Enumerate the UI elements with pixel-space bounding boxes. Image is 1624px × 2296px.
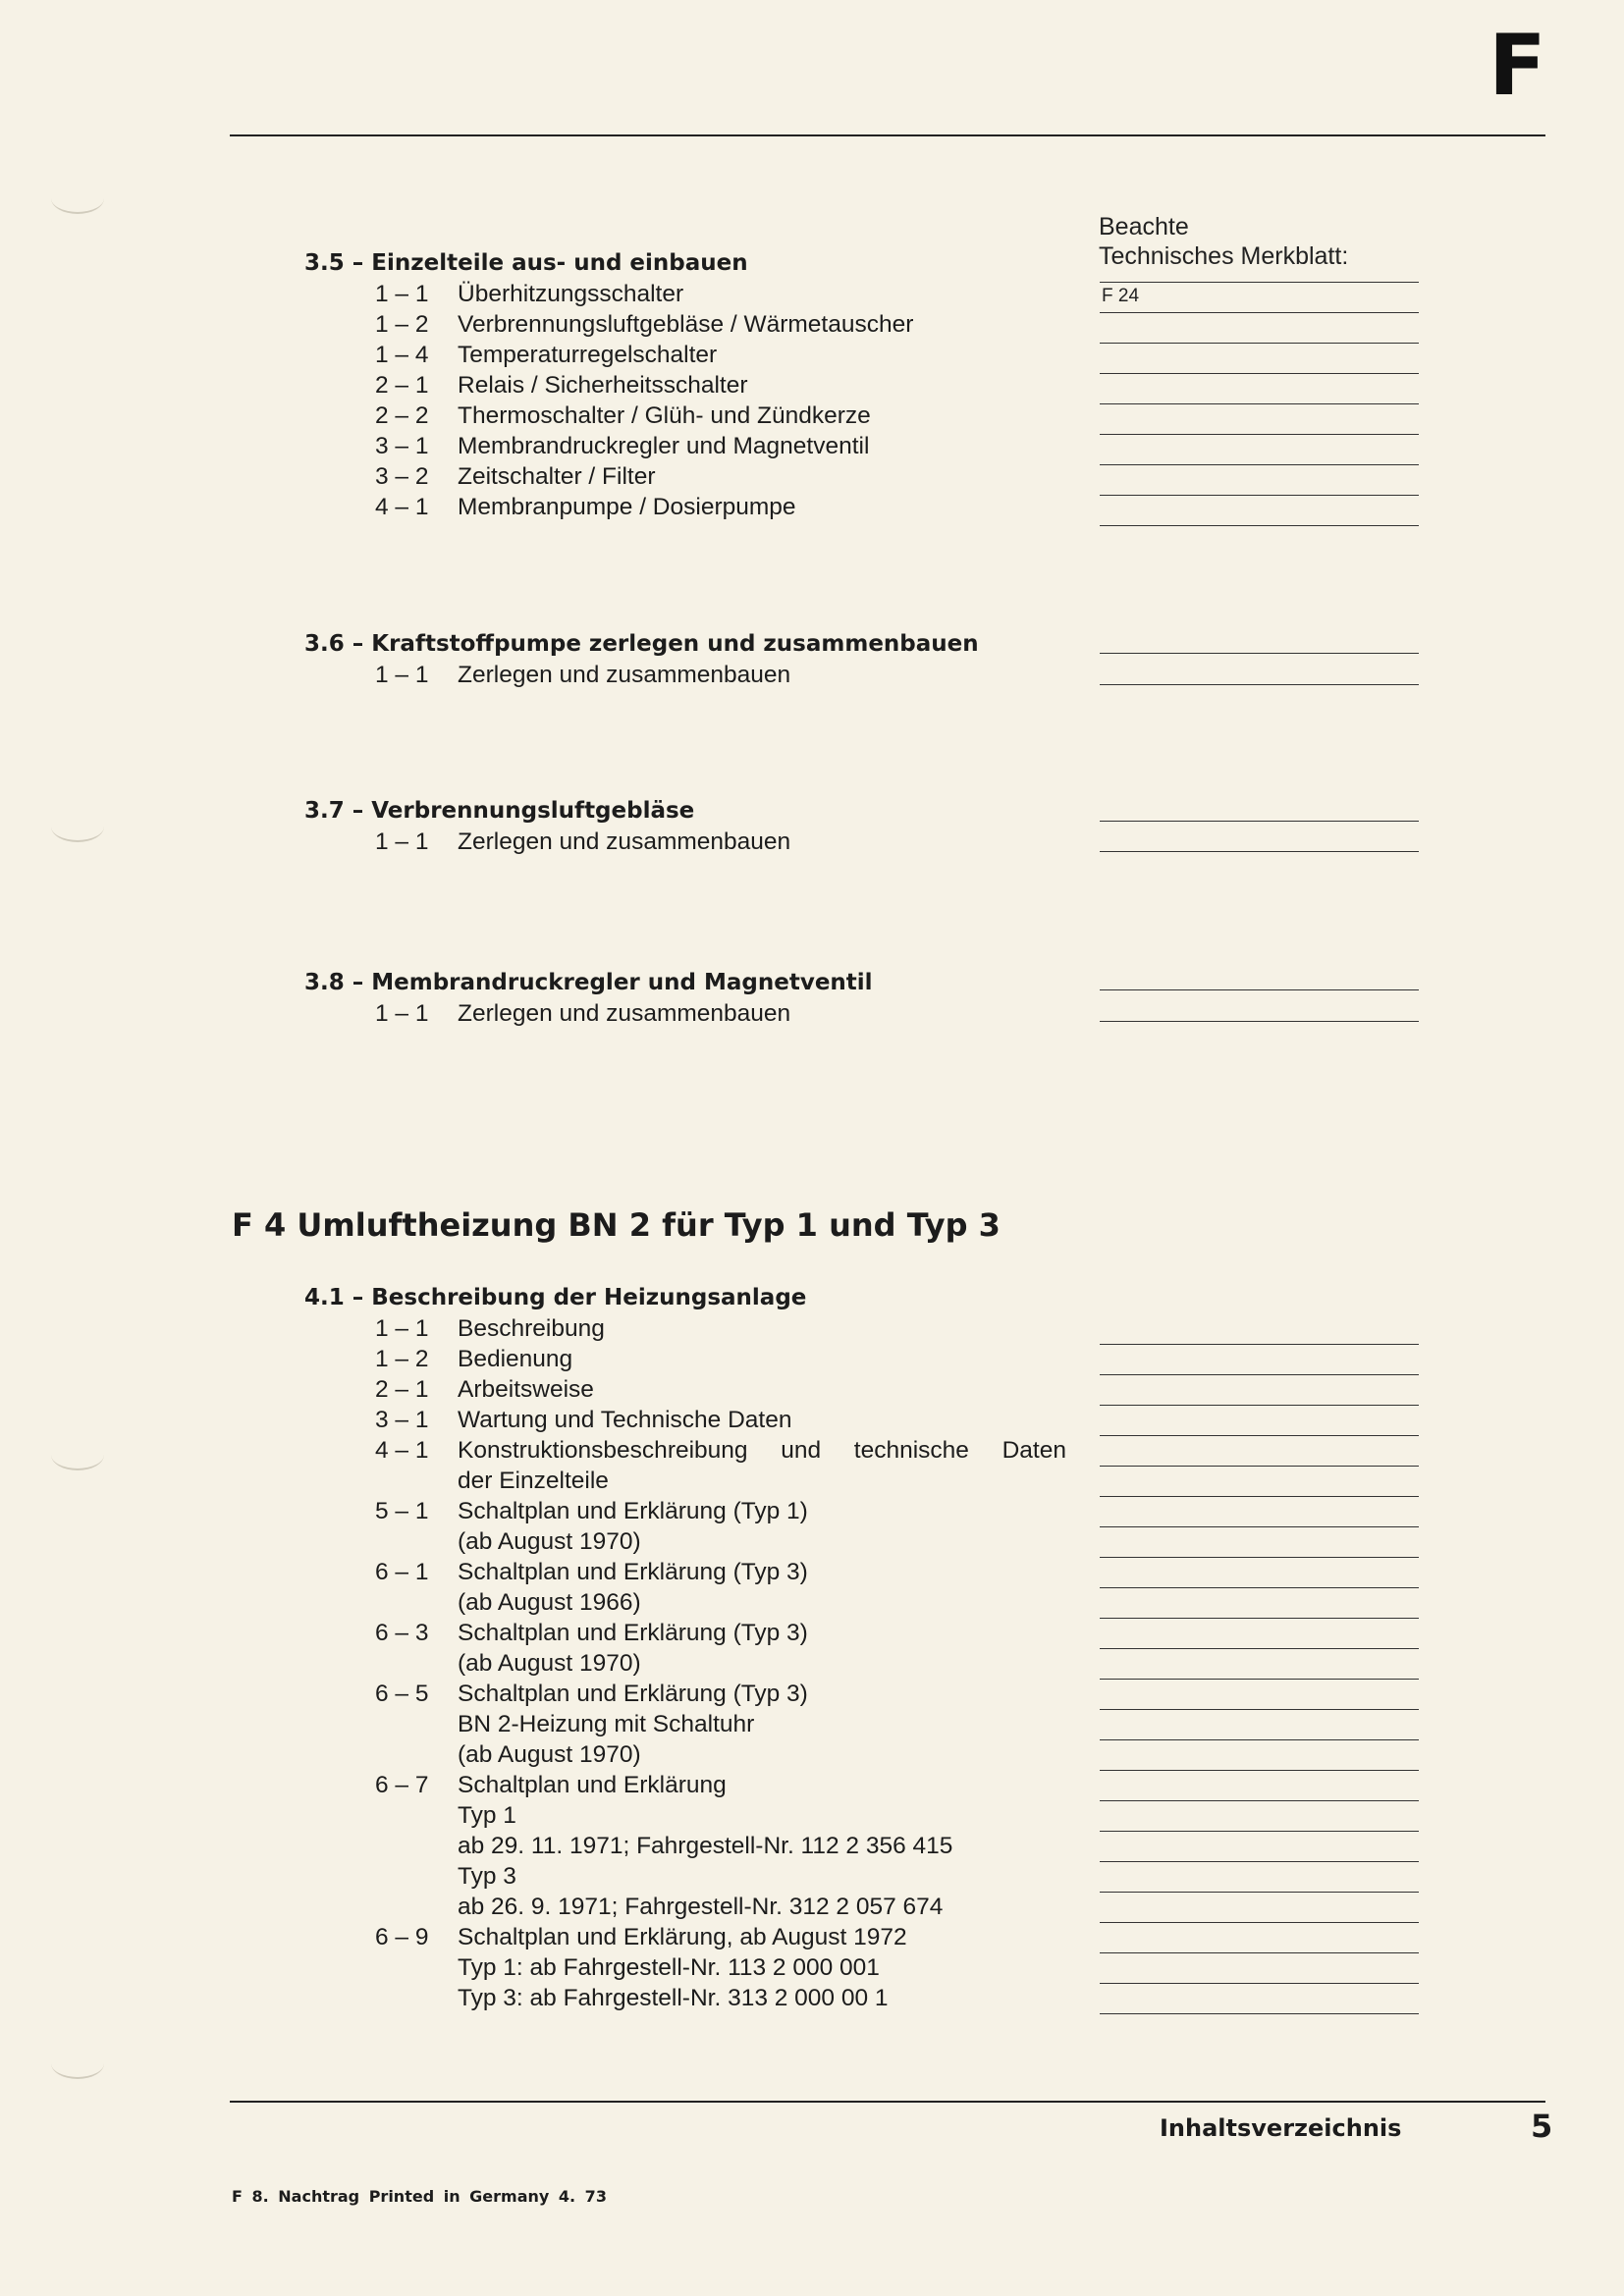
toc-entry <box>304 461 1419 492</box>
entry-number: 6 – 9 <box>375 1924 429 1950</box>
entry-text: Schaltplan und Erklärung (Typ 3) <box>458 1620 808 1646</box>
entry-number: 6 – 3 <box>375 1620 429 1646</box>
footer-rule <box>230 2101 1545 2103</box>
toc-entry <box>304 660 1419 690</box>
entry-text: Arbeitsweise <box>458 1376 594 1403</box>
entry-number: 6 – 1 <box>375 1559 429 1585</box>
entry-number: 1 – 1 <box>375 662 429 688</box>
entry-text: ab 26. 9. 1971; Fahrgestell-Nr. 312 2 057 674 <box>458 1894 944 1920</box>
merkblatt-slot <box>1100 525 1419 526</box>
section-title: 4.1 – Beschreibung der Heizungsanlage <box>304 1285 807 1310</box>
entry-number: 4 – 1 <box>375 1437 429 1464</box>
entry-text: ab 29. 11. 1971; Fahrgestell-Nr. 112 2 356 415 <box>458 1833 953 1859</box>
toc-entry <box>304 1922 1419 2013</box>
entry-text: Zerlegen und zusammenbauen <box>458 828 791 855</box>
entry-text: Zeitschalter / Filter <box>458 463 656 490</box>
merkblatt-slot <box>1100 1435 1419 1436</box>
merkblatt-slot <box>1100 1466 1419 1467</box>
merkblatt-slot <box>1100 684 1419 685</box>
entry-text: Thermoschalter / Glüh- und Zündkerze <box>458 402 871 429</box>
entry-number: 3 – 1 <box>375 433 429 459</box>
entry-text: Temperaturregelschalter <box>458 342 718 368</box>
entry-number: 5 – 1 <box>375 1498 429 1524</box>
entry-text: Wartung und Technische Daten <box>458 1407 792 1433</box>
punch-hole <box>51 183 104 214</box>
entry-text: Typ 1 <box>458 1802 516 1829</box>
toc-entry <box>304 1313 1419 1344</box>
entry-number: 1 – 1 <box>375 828 429 855</box>
entry-text: Schaltplan und Erklärung (Typ 3) <box>458 1681 808 1707</box>
merkblatt-slot <box>1100 1344 1419 1345</box>
toc-entry <box>304 1679 1419 1770</box>
entry-number: 3 – 2 <box>375 463 429 490</box>
merkblatt-slot <box>1100 1405 1419 1406</box>
section-3-8 <box>304 968 1419 1029</box>
merkblatt-slot <box>1100 1983 1419 1984</box>
merkblatt-slot <box>1100 1557 1419 1558</box>
section-title: 3.8 – Membrandruckregler und Magnetventil <box>304 970 873 995</box>
entry-text: Typ 3 <box>458 1863 516 1890</box>
entry-text: Membranpumpe / Dosierpumpe <box>458 494 796 520</box>
entry-number: 4 – 1 <box>375 494 429 520</box>
entry-text: Überhitzungsschalter <box>458 281 684 307</box>
entry-text: Beschreibung <box>458 1315 605 1342</box>
merkblatt-slot <box>1100 1952 1419 1953</box>
toc-entry <box>304 431 1419 461</box>
section-title: 3.7 – Verbrennungsluftgebläse <box>304 798 695 824</box>
merkblatt-slot <box>1100 1618 1419 1619</box>
merkblatt-slot <box>1100 1679 1419 1680</box>
merkblatt-slot <box>1100 1526 1419 1527</box>
print-note: F 8. Nachtrag Printed in Germany 4. 73 <box>232 2187 607 2206</box>
toc-entry <box>304 1770 1419 1922</box>
punch-hole <box>51 2048 104 2079</box>
section-title: 3.6 – Kraftstoffpumpe zerlegen und zusammenbauen <box>304 631 979 657</box>
entry-text: Schaltplan und Erklärung (Typ 1) <box>458 1498 808 1524</box>
merkblatt-slot <box>1100 1374 1419 1375</box>
entry-number: 1 – 4 <box>375 342 429 368</box>
section-3-7 <box>304 796 1419 857</box>
merkblatt-heading-line2: Technisches Merkblatt: <box>1099 242 1349 270</box>
entry-text: Zerlegen und zusammenbauen <box>458 1000 791 1027</box>
entry-number: 1 – 1 <box>375 1000 429 1027</box>
entry-number: 2 – 1 <box>375 1376 429 1403</box>
entry-number: 1 – 1 <box>375 1315 429 1342</box>
entry-text: Schaltplan und Erklärung <box>458 1772 727 1798</box>
entry-text: der Einzelteile <box>458 1468 609 1494</box>
merkblatt-slot <box>1100 1648 1419 1649</box>
entry-number: 2 – 2 <box>375 402 429 429</box>
merkblatt-slot <box>1100 1831 1419 1832</box>
toc-entry <box>304 492 1419 522</box>
toc-entry <box>304 827 1419 857</box>
toc-entry <box>304 400 1419 431</box>
section-4-1 <box>304 1283 1419 2013</box>
entry-number: 6 – 7 <box>375 1772 429 1798</box>
entry-text: Schaltplan und Erklärung (Typ 3) <box>458 1559 808 1585</box>
entry-text: (ab August 1966) <box>458 1589 641 1616</box>
entry-text: Membrandruckregler und Magnetventil <box>458 433 870 459</box>
entry-text: Zerlegen und zusammenbauen <box>458 662 791 688</box>
merkblatt-slot <box>1100 1770 1419 1771</box>
toc-entry <box>304 279 1419 309</box>
entry-text: (ab August 1970) <box>458 1528 641 1555</box>
entry-text: Typ 1: ab Fahrgestell-Nr. 113 2 000 001 <box>458 1954 880 1981</box>
header-rule <box>230 134 1545 136</box>
merkblatt-slot <box>1100 989 1419 990</box>
merkblatt-slot <box>1100 1021 1419 1022</box>
merkblatt-slot <box>1100 1587 1419 1588</box>
merkblatt-slot <box>1100 1739 1419 1740</box>
entry-text: BN 2-Heizung mit Schaltuhr <box>458 1711 755 1737</box>
merkblatt-slot <box>1100 851 1419 852</box>
merkblatt-heading-line1: Beachte <box>1099 213 1189 240</box>
section-title: 3.5 – Einzelteile aus- und einbauen <box>304 250 748 276</box>
merkblatt-slot <box>1100 653 1419 654</box>
merkblatt-slot <box>1100 1892 1419 1893</box>
punch-hole <box>51 811 104 842</box>
entry-text: Konstruktionsbeschreibung und technische Daten <box>458 1437 1066 1464</box>
section-3-6 <box>304 629 1419 690</box>
toc-entry <box>304 309 1419 340</box>
toc-entry <box>304 1344 1419 1374</box>
entry-text: Typ 3: ab Fahrgestell-Nr. 313 2 000 00 1 <box>458 1985 889 2011</box>
toc-entry <box>304 340 1419 370</box>
entry-text: (ab August 1970) <box>458 1650 641 1677</box>
punch-hole <box>51 1439 104 1470</box>
section-3-5 <box>304 248 1419 522</box>
merkblatt-slot <box>1100 821 1419 822</box>
entry-text: Bedienung <box>458 1346 573 1372</box>
merkblatt-ref: F 24 <box>1102 286 1140 306</box>
section-letter: F <box>1489 17 1546 115</box>
merkblatt-slot <box>1100 1800 1419 1801</box>
merkblatt-slot <box>1100 1922 1419 1923</box>
entry-text: Schaltplan und Erklärung, ab August 1972 <box>458 1924 907 1950</box>
merkblatt-slot <box>1100 1709 1419 1710</box>
entry-number: 2 – 1 <box>375 372 429 399</box>
entry-number: 1 – 2 <box>375 311 429 338</box>
toc-entry <box>304 1405 1419 1435</box>
entry-number: 1 – 2 <box>375 1346 429 1372</box>
chapter-title: F 4 Umluftheizung BN 2 für Typ 1 und Typ 3 <box>232 1206 1001 1244</box>
entry-text: Relais / Sicherheitsschalter <box>458 372 748 399</box>
entry-number: 3 – 1 <box>375 1407 429 1433</box>
entry-text: Verbrennungsluftgebläse / Wärmetauscher <box>458 311 914 338</box>
toc-entry <box>304 998 1419 1029</box>
page-number: 5 <box>1531 2108 1553 2145</box>
footer-title: Inhaltsverzeichnis <box>1160 2114 1402 2142</box>
entry-number: 1 – 1 <box>375 281 429 307</box>
merkblatt-slot <box>1100 1496 1419 1497</box>
toc-entry <box>304 370 1419 400</box>
merkblatt-slot <box>1100 2013 1419 2014</box>
entry-text: (ab August 1970) <box>458 1741 641 1768</box>
entry-number: 6 – 5 <box>375 1681 429 1707</box>
merkblatt-slot <box>1100 1861 1419 1862</box>
toc-entry <box>304 1374 1419 1405</box>
